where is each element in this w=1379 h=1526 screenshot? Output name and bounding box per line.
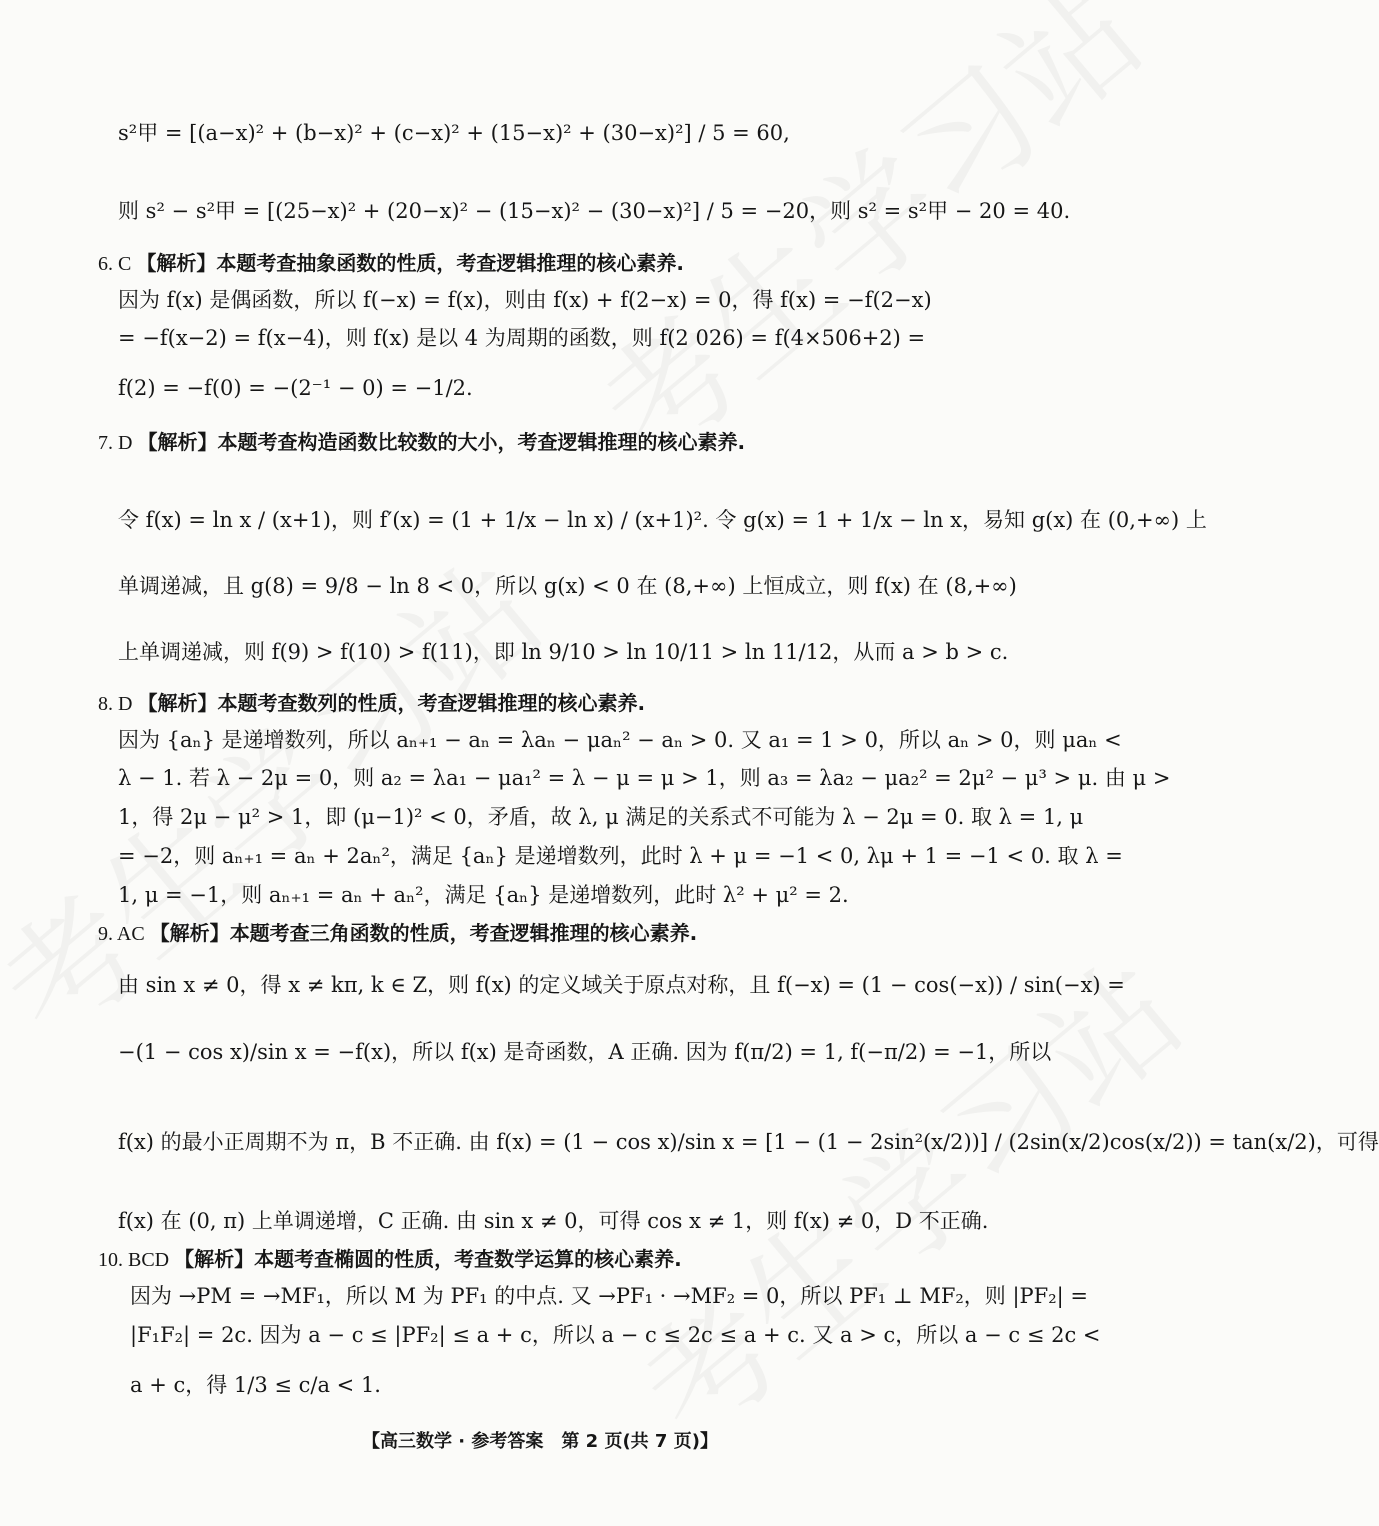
heading-text: 本题考查三角函数的性质，考查逻辑推理的核心素养. bbox=[229, 921, 698, 945]
solution-line: f(x) 在 (0, π) 上单调递增，C 正确. 由 sin x ≠ 0，可得 cos x ≠ 1，则 f(x) ≠ 0，D 不正确. bbox=[118, 1209, 989, 1233]
solution-line: = −f(x−2) = f(x−4)，则 f(x) 是以 4 为周期的函数，则 f(2 026) = f(4×506+2) = bbox=[118, 326, 926, 350]
solution-line: 单调递减，且 g(8) = 9/8 − ln 8 < 0，所以 g(x) < 0 在 (8,+∞) 上恒成立，则 f(x) 在 (8,+∞) bbox=[118, 574, 1017, 598]
analysis-tag: 【解析】 bbox=[174, 1247, 255, 1271]
heading-text: 本题考查椭圆的性质，考查数学运算的核心素养. bbox=[254, 1247, 682, 1271]
question-heading bbox=[98, 688, 1020, 719]
answer-choice: 8. D bbox=[98, 693, 138, 715]
analysis-tag: 【解析】 bbox=[137, 430, 218, 454]
solution-line: f(2) = −f(0) = −(2⁻¹ − 0) = −1/2. bbox=[118, 376, 473, 400]
solution-line: |F₁F₂| = 2c. 因为 a − c ≤ |PF₂| ≤ a + c，所以 a − c ≤ 2c ≤ a + c. 又 a > c，所以 a − c ≤ 2c < bbox=[130, 1323, 1101, 1347]
solution-line: 1，得 2μ − μ² > 1，即 (μ−1)² < 0，矛盾，故 λ, μ 满足的关系式不可能为 λ − 2μ = 0. 取 λ = 1, μ bbox=[118, 805, 1084, 829]
question-heading bbox=[98, 918, 1020, 949]
solution-line: 由 sin x ≠ 0，得 x ≠ kπ, k ∈ Z，则 f(x) 的定义域关于原点对称，且 f(−x) = (1 − cos(−x)) / sin(−x) = bbox=[118, 973, 1125, 997]
analysis-tag: 【解析】 bbox=[136, 251, 217, 275]
solution-line: 则 s² − s²甲 = [(25−x)² + (20−x)² − (15−x)² − (30−x)²] / 5 = −20，则 s² = s²甲 − 20 = 40. bbox=[118, 199, 1071, 223]
analysis-tag: 【解析】 bbox=[137, 691, 218, 715]
analysis-tag: 【解析】 bbox=[149, 921, 230, 945]
answer-choice: 9. AC bbox=[98, 923, 150, 945]
answer-choice: 6. C bbox=[98, 253, 137, 275]
solution-line: −(1 − cos x)/sin x = −f(x)，所以 f(x) 是奇函数，A 正确. 因为 f(π/2) = 1, f(−π/2) = −1，所以 bbox=[118, 1040, 1052, 1064]
solution-line: f(x) 的最小正周期不为 π，B 不正确. 由 f(x) = (1 − cos x)/sin x = [1 − (1 − 2sin²(x/2))] / (2sin(x/2)cos(x/2)) = tan(x/2)，可得 bbox=[118, 1130, 1379, 1154]
solution-line: s²甲 = [(a−x)² + (b−x)² + (c−x)² + (15−x)² + (30−x)²] / 5 = 60, bbox=[118, 121, 790, 145]
question-heading bbox=[98, 427, 1020, 458]
heading-text: 本题考查抽象函数的性质，考查逻辑推理的核心素养. bbox=[216, 251, 684, 275]
question-heading bbox=[98, 1244, 1020, 1275]
solution-line: λ − 1. 若 λ − 2μ = 0，则 a₂ = λa₁ − μa₁² = λ − μ = μ > 1，则 a₃ = λa₂ − μa₂² = 2μ² − μ³ > μ. 由 μ > bbox=[118, 766, 1171, 790]
solution-line: 因为 f(x) 是偶函数，所以 f(−x) = f(x)，则由 f(x) + f(2−x) = 0，得 f(x) = −f(2−x) bbox=[118, 288, 932, 312]
solution-line: 令 f(x) = ln x / (x+1)，则 f′(x) = (1 + 1/x − ln x) / (x+1)². 令 g(x) = 1 + 1/x − ln x，易知 g(x) 在 (0,+∞) 上 bbox=[118, 508, 1207, 532]
solution-line: = −2，则 aₙ₊₁ = aₙ + 2aₙ²，满足 {aₙ} 是递增数列，此时 λ + μ = −1 < 0, λμ + 1 = −1 < 0. 取 λ = bbox=[118, 844, 1123, 868]
solution-line: 因为 {aₙ} 是递增数列，所以 aₙ₊₁ − aₙ = λaₙ − μaₙ² − aₙ > 0. 又 a₁ = 1 > 0，所以 aₙ > 0，则 μaₙ < bbox=[118, 728, 1122, 752]
answer-choice: 10. BCD bbox=[98, 1249, 175, 1271]
page-footer: 【高三数学 · 参考答案 第 2 页(共 7 页)】 bbox=[362, 1431, 718, 1452]
solution-line: 上单调递减，则 f(9) > f(10) > f(11)，即 ln 9/10 > ln 10/11 > ln 11/12，从而 a > b > c. bbox=[118, 640, 1009, 664]
solution-line: 1, μ = −1，则 aₙ₊₁ = aₙ + aₙ²，满足 {aₙ} 是递增数列，此时 λ² + μ² = 2. bbox=[118, 883, 849, 907]
solution-line: 因为 →PM = →MF₁，所以 M 为 PF₁ 的中点. 又 →PF₁ · →MF₂ = 0，所以 PF₁ ⊥ MF₂，则 |PF₂| = bbox=[130, 1284, 1089, 1308]
question-heading bbox=[98, 248, 1020, 279]
heading-text: 本题考查数列的性质，考查逻辑推理的核心素养. bbox=[217, 691, 646, 715]
heading-text: 本题考查构造函数比较数的大小，考查逻辑推理的核心素养. bbox=[217, 430, 746, 454]
solution-line: a + c，得 1/3 ≤ c/a < 1. bbox=[130, 1373, 381, 1397]
answer-choice: 7. D bbox=[98, 432, 138, 454]
